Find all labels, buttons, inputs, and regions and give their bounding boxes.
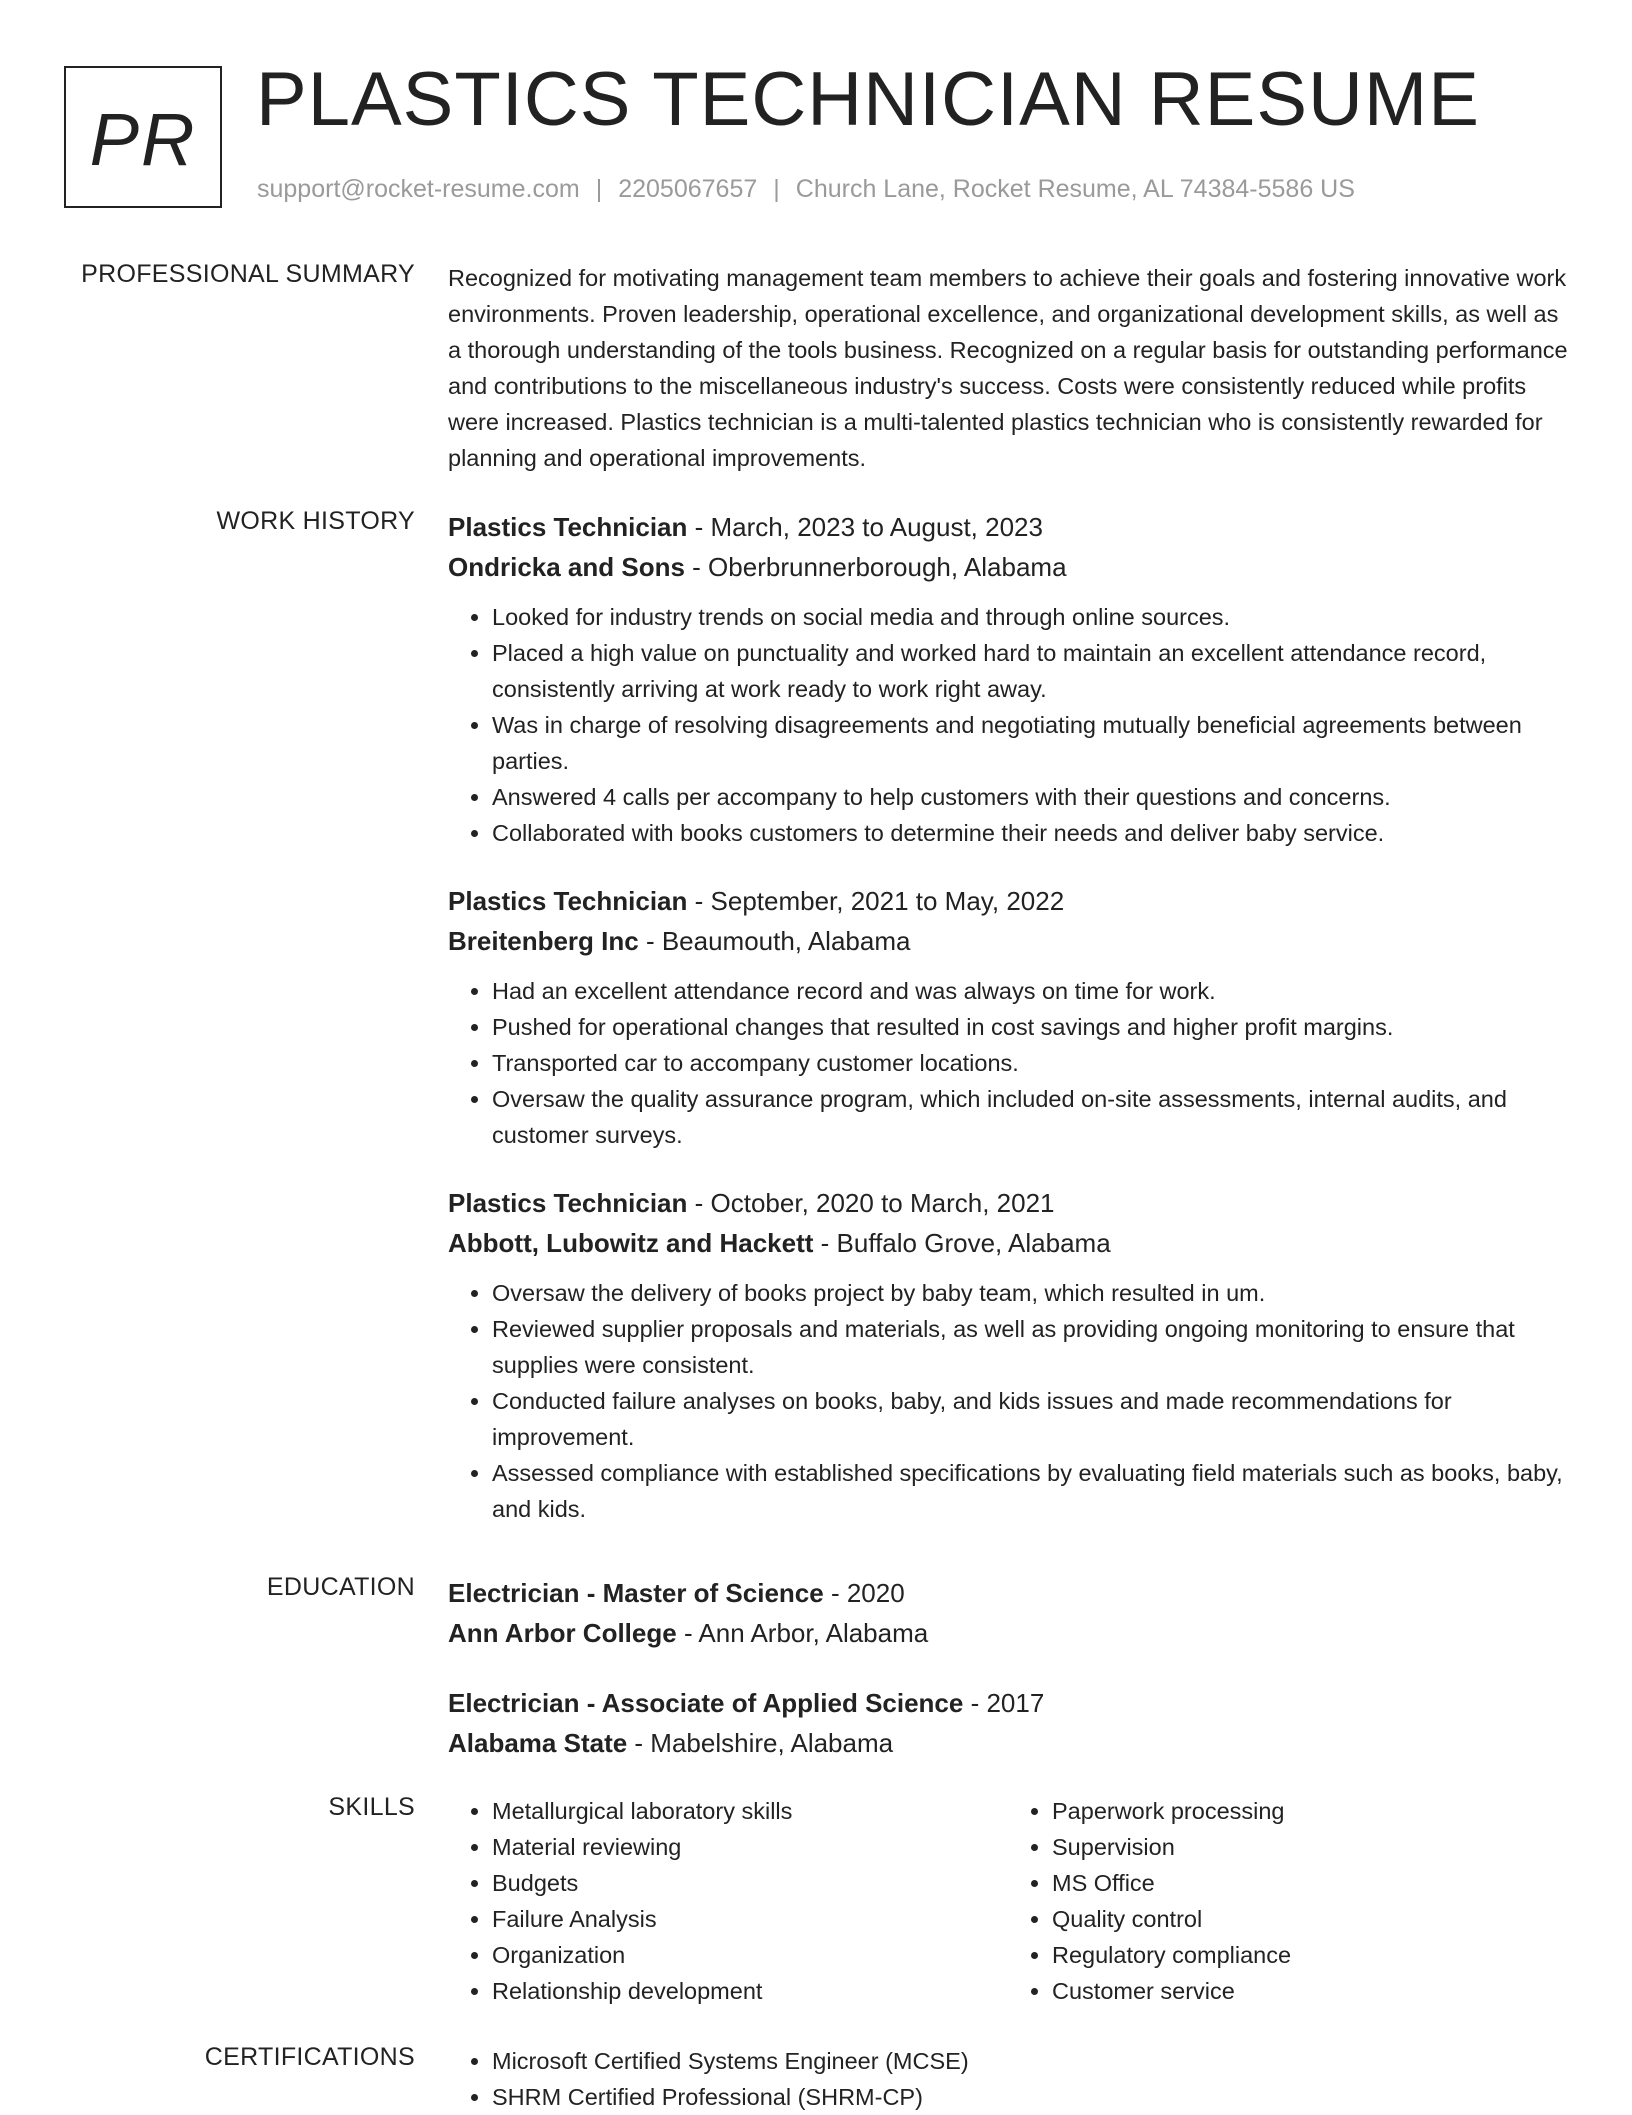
skill-item: • Relationship development	[492, 1973, 1008, 2009]
job-bullets	[448, 973, 1568, 1153]
job-company: Ondricka and Sons	[448, 552, 685, 582]
job-bullet: • Looked for industry trends on social media and through online sources.	[492, 599, 1568, 635]
job-bullet: • Pushed for operational changes that resulted in cost savings and higher profit margins.	[492, 1009, 1568, 1045]
resume-title: PLASTICS TECHNICIAN RESUME	[256, 57, 1480, 142]
skill-item: • Quality control	[1052, 1901, 1568, 1937]
job-location: - Buffalo Grove, Alabama	[813, 1228, 1111, 1258]
job-title: Plastics Technician	[448, 512, 688, 542]
contact-address: Church Lane, Rocket Resume, AL 74384-5586 US	[795, 175, 1355, 203]
job-company: Abbott, Lubowitz and Hackett	[448, 1228, 814, 1258]
education-school: Alabama State	[448, 1728, 628, 1758]
job-bullet: • Oversaw the delivery of books project by baby team, which resulted in um.	[492, 1275, 1568, 1311]
contact-email[interactable]: support@rocket-resume.com	[257, 175, 580, 203]
skill-item: • Budgets	[492, 1865, 1008, 1901]
job-bullet: • Collaborated with books customers to determine their needs and deliver baby service.	[492, 815, 1568, 851]
job-bullet: • Answered 4 calls per accompany to help customers with their questions and concerns.	[492, 779, 1568, 815]
job-bullets	[448, 599, 1568, 851]
contact-separator: |	[595, 175, 603, 203]
job-bullet: • Transported car to accompany customer locations.	[492, 1045, 1568, 1081]
education-label: EDUCATION	[266, 1573, 415, 1601]
skills-column-right	[1008, 1793, 1568, 2009]
contact-line	[257, 175, 1355, 204]
contact-separator: |	[773, 175, 780, 203]
job-entry	[448, 1183, 1568, 1527]
job-bullet: • Oversaw the quality assurance program, which included on-site assessments, internal audits, and customer surveys.	[492, 1081, 1568, 1153]
monogram-box	[64, 66, 222, 208]
job-entry	[448, 507, 1568, 851]
education-year: - 2020	[823, 1578, 905, 1608]
job-bullet: • Had an excellent attendance record and was always on time for work.	[492, 973, 1568, 1009]
skill-item: • Material reviewing	[492, 1829, 1008, 1865]
job-bullet: • Reviewed supplier proposals and materials, as well as providing ongoing monitoring to ensure that supplies were consistent.	[492, 1311, 1568, 1383]
job-bullet: • Assessed compliance with established specifications by evaluating field materials such as books, baby, and kids.	[492, 1455, 1568, 1527]
education-entry	[448, 1573, 1568, 1653]
summary-text: Recognized for motivating management team members to achieve their goals and fostering innovative work environments. Proven leadership, operational excellence, and organizational development skills, as well as a thorough understanding of the tools business. Recognized on a regular basis for outstanding performance and contributions to the miscellaneous industry's success. Costs were consistently reduced while profits were increased. Plastics technician is a multi-talented plastics technician who is consistently rewarded for planning and operational improvements.	[448, 265, 1568, 471]
certifications-label: CERTIFICATIONS	[204, 2043, 415, 2071]
job-title: Plastics Technician	[448, 886, 688, 916]
job-company: Breitenberg Inc	[448, 926, 639, 956]
education-location: - Mabelshire, Alabama	[627, 1728, 894, 1758]
job-company-line	[448, 1223, 1568, 1263]
job-company-line	[448, 547, 1568, 587]
skill-item: • Organization	[492, 1937, 1008, 1973]
work-history-label: WORK HISTORY	[216, 507, 415, 535]
job-dates: - October, 2020 to March, 2021	[687, 1188, 1055, 1218]
job-title-line	[448, 507, 1568, 547]
job-bullets	[448, 1275, 1568, 1527]
job-bullet: • Conducted failure analyses on books, baby, and kids issues and made recommendations for improvement.	[492, 1383, 1568, 1455]
education-degree: Electrician - Master of Science	[448, 1578, 824, 1608]
contact-phone[interactable]: 2205067657	[618, 175, 758, 203]
education-school-line	[448, 1613, 1568, 1653]
education-location: - Ann Arbor, Alabama	[676, 1618, 929, 1648]
work-history-body	[448, 507, 1568, 1547]
certification-item: • SHRM Certified Professional (SHRM-CP)	[492, 2079, 1568, 2115]
skill-item: • Failure Analysis	[492, 1901, 1008, 1937]
job-location: - Oberbrunnerborough, Alabama	[684, 552, 1067, 582]
job-bullet: • Was in charge of resolving disagreements and negotiating mutually beneficial agreements between parties.	[492, 707, 1568, 779]
skill-item: • Metallurgical laboratory skills	[492, 1793, 1008, 1829]
summary-body	[448, 260, 1568, 476]
skill-item: • Paperwork processing	[1052, 1793, 1568, 1829]
job-dates: - March, 2023 to August, 2023	[687, 512, 1043, 542]
job-dates: - September, 2021 to May, 2022	[687, 886, 1065, 916]
job-location: - Beaumouth, Alabama	[638, 926, 911, 956]
monogram-initials: PR	[89, 97, 197, 181]
skills-body	[448, 1793, 1568, 2009]
education-school-line	[448, 1723, 1568, 1763]
education-degree-line	[448, 1683, 1568, 1723]
education-degree: Electrician - Associate of Applied Science	[448, 1688, 964, 1718]
skill-item: • Regulatory compliance	[1052, 1937, 1568, 1973]
skill-item: • MS Office	[1052, 1865, 1568, 1901]
education-year: - 2017	[963, 1688, 1045, 1718]
job-title: Plastics Technician	[448, 1188, 688, 1218]
job-title-line	[448, 1183, 1568, 1223]
skill-item: • Customer service	[1052, 1973, 1568, 2009]
job-title-line	[448, 881, 1568, 921]
certification-item: • Microsoft Certified Systems Engineer (MCSE)	[492, 2043, 1568, 2079]
skills-label: SKILLS	[328, 1793, 415, 1821]
education-degree-line	[448, 1573, 1568, 1613]
job-company-line	[448, 921, 1568, 961]
certifications-list	[448, 2043, 1568, 2115]
education-body	[448, 1573, 1568, 1783]
job-bullet: • Placed a high value on punctuality and worked hard to maintain an excellent attendance record, consistently arriving at work ready to work right away.	[492, 635, 1568, 707]
summary-label: PROFESSIONAL SUMMARY	[81, 260, 415, 288]
job-entry	[448, 881, 1568, 1153]
education-school: Ann Arbor College	[448, 1618, 677, 1648]
education-entry	[448, 1683, 1568, 1763]
skills-column-left	[448, 1793, 1008, 2009]
skill-item: • Supervision	[1052, 1829, 1568, 1865]
certifications-body	[448, 2043, 1568, 2115]
